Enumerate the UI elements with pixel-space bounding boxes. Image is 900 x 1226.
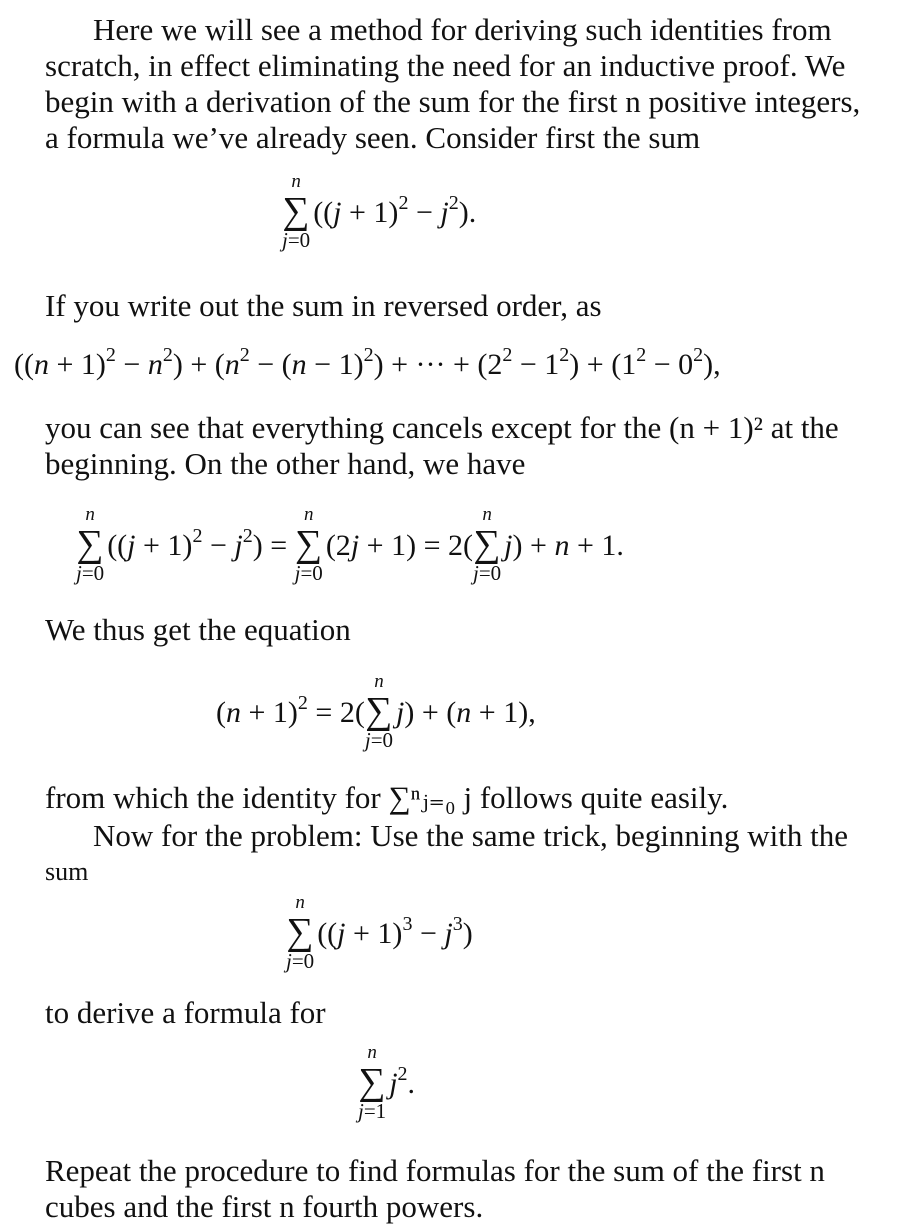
equation-telescoping-expansion: $((n + 1)^2 - n^2) + (n^2 - (n - 1)^2)$ + ··· + $(2^2 - 1^2) + (1^2 - 0^2)$, [14, 344, 721, 381]
equation-sum-expansion: n ∑ j=0 $((j + 1)^2 - j^2)$ = n ∑ j=0 (2j + 1) = 2( n ∑ j=0 j) + n + 1. [76, 504, 624, 585]
paragraph-identity-follows [45, 780, 867, 816]
summation-symbol: n ∑ j=0 [472, 504, 502, 585]
paragraph-reversed-order [45, 288, 867, 324]
summation-symbol: n ∑ j=0 [282, 171, 311, 252]
summation-symbol: n ∑ j=0 [76, 504, 105, 585]
paragraph-problem [45, 818, 867, 890]
text-line: Here we will see a method for deriving such identities from [93, 12, 832, 47]
text-line: begin with a derivation of the sum for the first n positive integers, [45, 84, 861, 119]
paragraph-repeat-procedure [45, 1153, 867, 1225]
text-line: sum [45, 857, 89, 886]
summation-symbol: n ∑ j=0 [294, 504, 323, 585]
text-line: We thus get the equation [45, 612, 351, 647]
summation-symbol: n ∑ j=0 [286, 892, 315, 973]
paragraph-derive-formula [45, 995, 867, 1031]
equation-sum-squares-difference: n ∑ j=0 $((j + 1)^2 - j^2)$. [282, 171, 477, 252]
text-line: a formula we’ve already seen. Consider first the sum [45, 120, 701, 155]
paragraph-intro [45, 12, 867, 156]
summation-symbol: n ∑ j=0 [364, 671, 394, 752]
text-line: Repeat the procedure to find formulas for the sum of the first n [45, 1153, 825, 1188]
equation-n-plus-one-squared: $(n + 1)^2 = 2$( n ∑ j=0 j) + (n + 1), [216, 671, 536, 752]
text-line: If you write out the sum in reversed order, as [45, 288, 602, 323]
text-line: you can see that everything cancels except for the (n + 1)² at the [45, 410, 839, 445]
paragraph-thus-equation [45, 612, 867, 648]
text-line: cubes and the first n fourth powers. [45, 1189, 484, 1224]
summation-symbol: n ∑ j=1 [358, 1042, 387, 1123]
equation-sum-squares: n ∑ j=1 $j^2$. [358, 1042, 416, 1123]
text-line: beginning. On the other hand, we have [45, 446, 526, 481]
paragraph-cancellation [45, 410, 867, 482]
text-line: Now for the problem: Use the same trick, beginning with the [93, 818, 849, 853]
text-line: from which the identity for ∑ⁿⱼ₌₀ j follows quite easily. [45, 780, 729, 815]
text-line: to derive a formula for [45, 995, 326, 1030]
text-line: scratch, in effect eliminating the need for an inductive proof. We [45, 48, 846, 83]
equation-sum-cubes-difference: n ∑ j=0 $((j + 1)^3 - j^3)$ [286, 892, 473, 973]
